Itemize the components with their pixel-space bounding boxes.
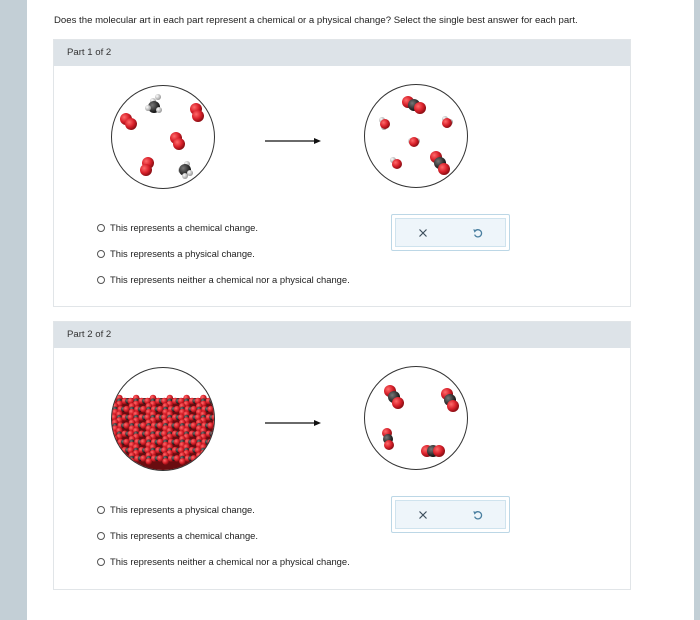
co2-molecule: [441, 388, 459, 412]
part-2-answer-tools: [391, 496, 510, 533]
x-icon: [418, 510, 428, 520]
molecule-art-before: [112, 86, 215, 189]
radio-button[interactable]: [97, 532, 105, 540]
part-1-header: Part 1 of 2: [54, 40, 630, 66]
part-1-answer-tools: [391, 214, 510, 251]
radio-button[interactable]: [97, 276, 105, 284]
h2o-molecule: [442, 116, 453, 128]
h2o-molecule: [390, 157, 402, 169]
part-2-option-3[interactable]: This represents neither a chemical nor a physical change.: [97, 549, 350, 575]
left-sidebar-rail: [0, 0, 27, 620]
part-1-option-3[interactable]: This represents neither a chemical nor a physical change.: [97, 267, 350, 293]
clear-answer-button[interactable]: [412, 504, 434, 526]
x-icon: [418, 228, 428, 238]
lattice-molecule: [168, 455, 181, 462]
radio-button[interactable]: [97, 250, 105, 258]
o2-molecule: [140, 157, 154, 176]
o2-molecule: [170, 132, 185, 150]
part-2-options: [97, 497, 350, 575]
undo-button[interactable]: [467, 222, 489, 244]
part-2-option-1[interactable]: This represents a physical change.: [97, 497, 350, 523]
part-2-option-2[interactable]: This represents a chemical change.: [97, 523, 350, 549]
clear-answer-button[interactable]: [412, 222, 434, 244]
o2-molecule: [190, 103, 204, 122]
lattice-molecule: [134, 455, 147, 462]
o2-molecule: [120, 113, 137, 130]
lattice-molecule: [151, 455, 164, 462]
radio-button[interactable]: [97, 224, 105, 232]
undo-button[interactable]: [467, 504, 489, 526]
right-scroll-rail: [694, 0, 700, 620]
after-gas-circle: [364, 366, 468, 470]
co2-molecule: [384, 385, 404, 409]
part-1-option-1[interactable]: This represents a chemical change.: [97, 215, 350, 241]
lattice-molecule: [206, 414, 216, 421]
before-solid-circle: [111, 367, 215, 471]
lattice-molecule: [112, 452, 119, 465]
lattice-molecule: [185, 455, 198, 462]
lattice-molecule: [213, 452, 215, 465]
radio-button[interactable]: [97, 506, 105, 514]
solid-lattice-art: [112, 368, 215, 471]
lattice-molecule: [117, 455, 130, 462]
lattice-molecule: [206, 431, 216, 438]
h2o-molecule: [408, 137, 420, 147]
molecule-art-after: [365, 85, 468, 188]
undo-icon: [472, 227, 484, 239]
question-text: Does the molecular art in each part represent a chemical or a physical change? Select the single best answer for each part.: [54, 15, 578, 26]
h2o-molecule: [379, 117, 390, 130]
part-1-options: [97, 215, 350, 293]
lattice-molecule: [201, 455, 214, 462]
lattice-molecule: [206, 447, 216, 454]
reaction-arrow: [265, 136, 321, 146]
co2-molecule: [430, 151, 450, 175]
undo-icon: [472, 509, 484, 521]
part-2-panel: [53, 321, 631, 590]
lattice-molecule: [200, 444, 207, 457]
ch4-molecule: [145, 94, 162, 113]
co2-molecule: [421, 445, 445, 457]
co2-molecule: [382, 428, 394, 450]
lattice-molecule: [206, 398, 216, 405]
co2-molecule: [402, 96, 426, 114]
before-molecules-circle: [111, 85, 215, 189]
part-1-panel: [53, 39, 631, 307]
lattice-molecule: [112, 447, 117, 454]
lattice-molecule: [213, 436, 215, 449]
gas-molecule-art: [365, 367, 468, 470]
ch4-molecule: [178, 161, 193, 179]
radio-button[interactable]: [97, 558, 105, 566]
reaction-arrow: [265, 418, 321, 428]
lattice-molecule: [196, 452, 203, 465]
part-1-option-2[interactable]: This represents a physical change.: [97, 241, 350, 267]
part-2-header: Part 2 of 2: [54, 322, 630, 348]
after-molecules-circle: [364, 84, 468, 188]
